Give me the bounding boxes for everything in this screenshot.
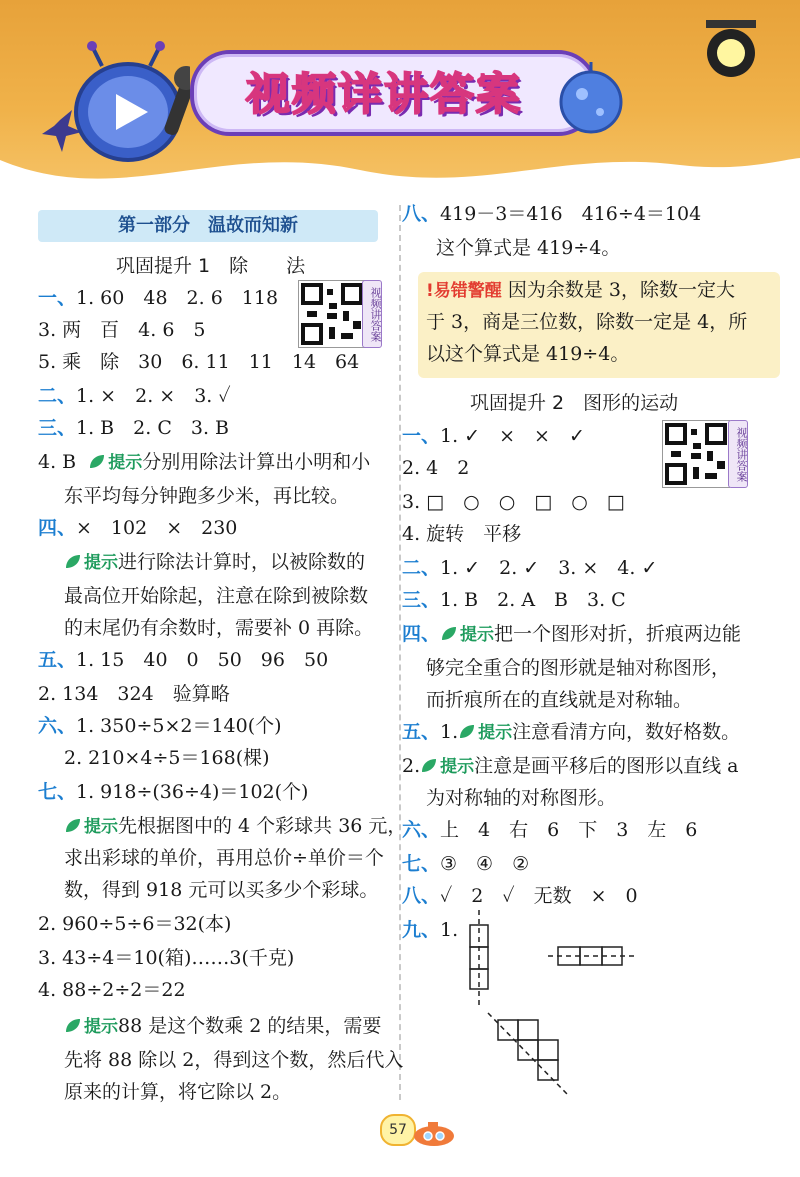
hint-line: 而折痕所在的直线就是对称轴。 (426, 689, 693, 711)
hint-label: 提示 (108, 453, 143, 473)
qr-label: 视频讲答案 (362, 280, 382, 348)
section-number: 八、 (402, 203, 441, 225)
answer-line (38, 446, 370, 479)
answer-text: 1. 350÷5×2＝140(个) (76, 715, 282, 737)
qr-label: 视频讲答案 (728, 420, 748, 488)
answer-text: 1. 918÷(36÷4)＝102(个) (76, 781, 309, 803)
answer-line: 3. □ ○ ○ □ ○ □ (402, 491, 625, 513)
section-number: 八、 (402, 885, 441, 907)
section-number: 七、 (402, 853, 441, 875)
warning-line: 于 3，商是三位数，除数一定是 4，所 (426, 311, 748, 333)
hint-line: 先将 88 除以 2，得到这个数，然后代入 (64, 1049, 404, 1071)
answer-line (38, 380, 231, 412)
hint-line: 的末尾仍有余数时，需要补 0 再除。 (64, 617, 374, 639)
answer-text: 1. B 2. C 3. B (76, 417, 229, 439)
symmetry-figures (440, 905, 640, 1105)
answer-text: 5. 乘 除 30 6. 11 11 14 64 (38, 351, 360, 373)
hint-line (64, 546, 365, 579)
section-number: 五、 (402, 721, 441, 743)
hint-leaf-icon (64, 1018, 82, 1034)
hint-text: 先根据图中的 4 个彩球共 36 元， (118, 815, 407, 837)
section-number: 四、 (38, 517, 77, 539)
hint-text: 把一个图形对折，折痕两边能 (494, 623, 742, 645)
answer-text: × 102 × 230 (76, 517, 238, 539)
hint-line: 原来的计算，将它除以 2。 (64, 1081, 292, 1103)
hint-line: 为对称轴的对称图形。 (426, 787, 617, 809)
section-number: 五、 (38, 649, 77, 671)
warning-label: 易错警醒 (433, 281, 502, 301)
answer-line (38, 346, 359, 378)
hint-text: 分别用除法计算出小明和小 (142, 451, 371, 473)
hint-text: 88 是这个数乘 2 的结果，需要 (118, 1015, 382, 1037)
section-number: 七、 (38, 781, 77, 803)
diagonal-figure (488, 1013, 568, 1095)
hint-leaf-icon (440, 626, 458, 642)
section-number: 六、 (402, 819, 441, 841)
horizontal-figure (548, 947, 636, 965)
answer-text: 1. ✓ 2. ✓ 3. × 4. ✓ (440, 557, 658, 579)
page-title: 视频详讲答案 (246, 69, 522, 120)
answer-line (402, 584, 626, 616)
answer-line (402, 716, 740, 749)
hint-line: 数，得到 918 元可以买多少个彩球。 (64, 879, 379, 901)
section-number: 二、 (38, 385, 77, 407)
answer-text: ③ ④ ② (440, 853, 530, 875)
answer-line: 这个算式是 419÷4。 (436, 237, 621, 259)
hint-leaf-icon (64, 818, 82, 834)
answer-line (38, 776, 308, 808)
answer-text: 2. (402, 755, 421, 777)
answer-line (38, 710, 282, 742)
warning-text: 因为余数是 3，除数一定大 (507, 279, 735, 301)
qr-code-icon[interactable] (298, 280, 366, 348)
hint-label: 提示 (84, 553, 118, 573)
hint-line: 求出彩球的单价，再用总价÷单价＝个 (64, 847, 384, 869)
answer-text: 1. 15 40 0 50 96 50 (76, 649, 329, 671)
column-divider (399, 205, 401, 1100)
hint-text: 进行除法计算时，以被除数的 (118, 551, 366, 573)
unit-title-1: 巩固提升 1 除 法 (116, 255, 306, 277)
warning-icon: ! (426, 281, 434, 301)
answer-text: 上 4 右 6 下 3 左 6 (440, 819, 698, 841)
answer-line: 2. 134 324 验算略 (38, 683, 230, 705)
warning-line (426, 274, 735, 307)
answer-line: 4. 旋转 平移 (402, 523, 522, 545)
hint-line (64, 810, 406, 843)
answer-line: 2. 4 2 (402, 457, 470, 479)
answer-line (38, 412, 229, 444)
answer-text: 1. ✓ × × ✓ (440, 425, 585, 447)
answer-line (38, 644, 328, 676)
answer-line (402, 848, 529, 880)
answer-line: 2. 210×4÷5＝168(棵) (64, 747, 270, 769)
answer-line (402, 750, 739, 783)
unit-title-2: 巩固提升 2 图形的运动 (470, 392, 679, 414)
section-number: 四、 (402, 623, 441, 645)
hint-text: 注意是画平移后的图形以直线 a (474, 755, 739, 777)
page-number: 57 (380, 1114, 416, 1146)
answer-text: 4. B (38, 451, 77, 473)
hint-label: 提示 (478, 723, 513, 743)
section-number: 一、 (38, 287, 77, 309)
answer-line: 2. 960÷5÷6＝32(本) (38, 913, 232, 935)
answer-text: 1. × 2. × 3. ✓ (76, 385, 231, 407)
answer-text: 1. B 2. A B 3. C (440, 589, 626, 611)
section-number: 三、 (402, 589, 441, 611)
warning-line: 以这个算式是 419÷4。 (426, 343, 630, 365)
hint-label: 提示 (84, 1017, 118, 1037)
answer-line: 3. 43÷4＝10(箱)……3(千克) (38, 947, 295, 969)
vertical-figure (470, 910, 488, 1005)
hint-leaf-icon (458, 724, 476, 740)
mascot-tv-icon (40, 40, 190, 170)
submarine-icon (408, 1116, 456, 1148)
answer-line (402, 198, 701, 230)
section-number: 三、 (38, 417, 77, 439)
hint-line (64, 1010, 381, 1043)
section-number: 九、 (402, 919, 441, 941)
answer-text: 1. 60 48 2. 6 118 (76, 287, 279, 309)
answer-text: 1. (440, 721, 459, 743)
section-number: 一、 (402, 425, 441, 447)
part-title: 第一部分 温故而知新 (118, 215, 298, 236)
answer-line (38, 512, 237, 544)
hint-label: 提示 (460, 625, 495, 645)
spotlight-icon (696, 18, 766, 88)
hint-line: 最高位开始除起，注意在除到被除数 (64, 585, 369, 607)
answer-text: ✓ 2 ✓ 无数 × 0 (440, 885, 638, 907)
hint-line: 东平均每分钟跑多少米，再比较。 (64, 485, 350, 507)
answer-line (38, 282, 278, 314)
answer-line (402, 618, 741, 651)
answer-line: 4. 88÷2÷2＝22 (38, 979, 186, 1001)
answer-line (402, 420, 585, 452)
answer-line (402, 814, 697, 846)
planet-icon (556, 62, 626, 142)
answer-line (402, 552, 657, 584)
header-banner (0, 0, 800, 200)
section-number: 六、 (38, 715, 77, 737)
answer-text: 1. (440, 919, 459, 941)
hint-label: 提示 (440, 757, 475, 777)
section-number: 二、 (402, 557, 441, 579)
hint-line: 够完全重合的图形就是轴对称图形， (426, 657, 731, 679)
qr-code-icon[interactable] (662, 420, 730, 488)
answer-text: 419－3＝416 416÷4＝104 (440, 203, 702, 225)
hint-label: 提示 (84, 817, 118, 837)
hint-text: 注意看清方向，数好格数。 (512, 721, 741, 743)
answer-text: 3. 两 百 4. 6 5 (38, 319, 206, 341)
hint-leaf-icon (420, 758, 438, 774)
answer-line (38, 314, 206, 346)
hint-leaf-icon (88, 454, 106, 470)
hint-leaf-icon (64, 554, 82, 570)
